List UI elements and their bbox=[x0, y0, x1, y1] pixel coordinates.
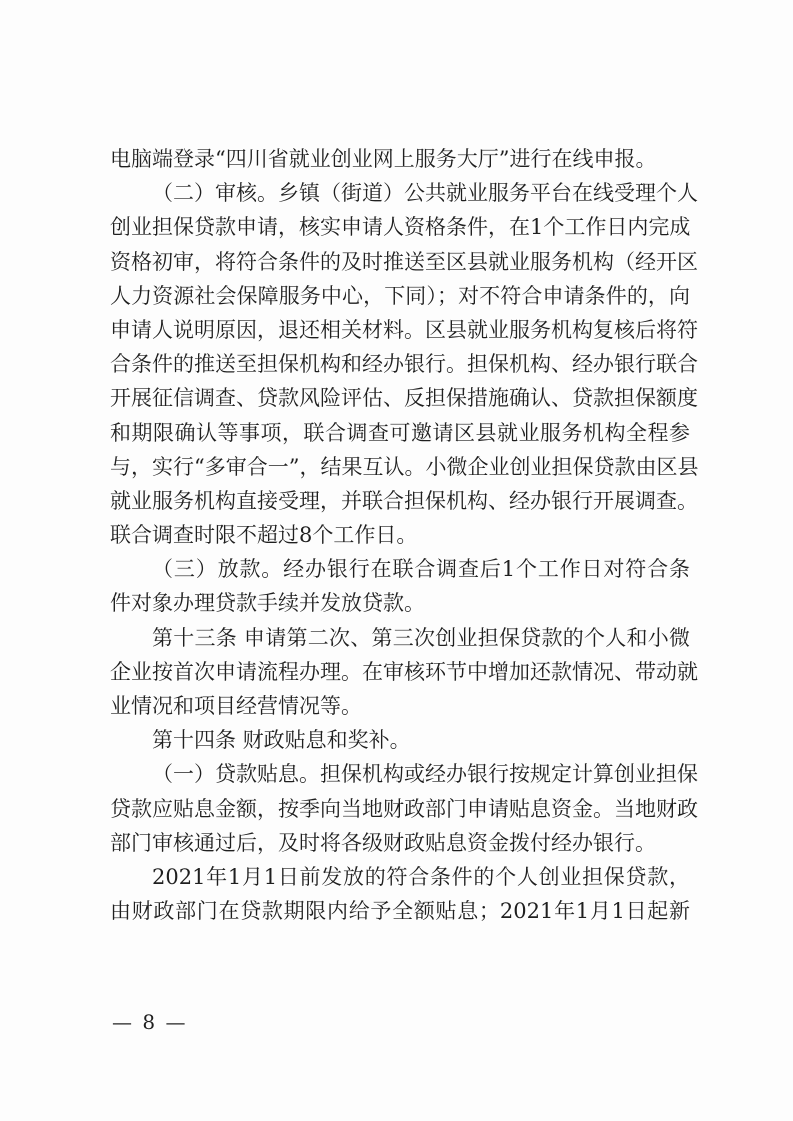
text-line: 2021年1月1日前发放的符合条件的个人创业担保贷款， bbox=[152, 864, 690, 889]
text-line: 部门审核通过后，及时将各级财政贴息资金拨付经办银行。 bbox=[110, 830, 656, 855]
text-line: 与，实行“多审合一”，结果互认。小微企业创业担保贷款由区县 bbox=[110, 454, 699, 479]
text-line: 由财政部门在贷款期限内给予全额贴息；2021年1月1日起新 bbox=[110, 899, 690, 924]
text-line: 开展征信调查、贷款风险评估、反担保措施确认、贷款担保额度 bbox=[110, 386, 698, 411]
text-line: 就业服务机构直接受理，并联合担保机构、经办银行开展调查。 bbox=[110, 488, 698, 513]
text-line: （二）审核。乡镇（街道）公共就业服务平台在线受理个人 bbox=[152, 181, 698, 206]
page-number: — 8 — bbox=[112, 1010, 188, 1034]
text-line: 资格初审，将符合条件的及时推送至区县就业服务机构（经开区 bbox=[110, 249, 698, 274]
text-line: 人力资源社会保障服务中心，下同）；对不符合申请条件的，向 bbox=[110, 283, 690, 308]
text-line: 合条件的推送至担保机构和经办银行。担保机构、经办银行联合 bbox=[110, 352, 698, 377]
text-line: 创业担保贷款申请，核实申请人资格条件，在1个工作日内完成 bbox=[110, 215, 691, 240]
text-line: 件对象办理贷款手续并发放贷款。 bbox=[110, 591, 425, 616]
text-line: 第十四条 财政贴息和奖补。 bbox=[152, 728, 411, 753]
text-line: 业情况和项目经营情况等。 bbox=[110, 694, 362, 718]
text-line: 企业按首次申请流程办理。在审核环节中增加还款情况、带动就 bbox=[110, 659, 698, 684]
text-line: 第十三条 申请第二次、第三次创业担保贷款的个人和小微 bbox=[152, 625, 690, 650]
body-text bbox=[110, 142, 699, 928]
text-line: 和期限确认等事项，联合调查可邀请区县就业服务机构全程参 bbox=[110, 420, 690, 445]
text-line: 申请人说明原因，退还相关材料。区县就业服务机构复核后将符 bbox=[110, 317, 698, 342]
text-line: 贷款应贴息金额，按季向当地财政部门申请贴息资金。当地财政 bbox=[110, 796, 698, 821]
text-line: 电脑端登录“四川省就业创业网上服务大厅”进行在线申报。 bbox=[110, 147, 657, 171]
text-line: 联合调查时限不超过8个工作日。 bbox=[110, 523, 418, 548]
text-line: （一）贷款贴息。担保机构或经办银行按规定计算创业担保 bbox=[152, 762, 698, 787]
text-line: （三）放款。经办银行在联合调查后1个工作日对符合条 bbox=[152, 557, 690, 582]
